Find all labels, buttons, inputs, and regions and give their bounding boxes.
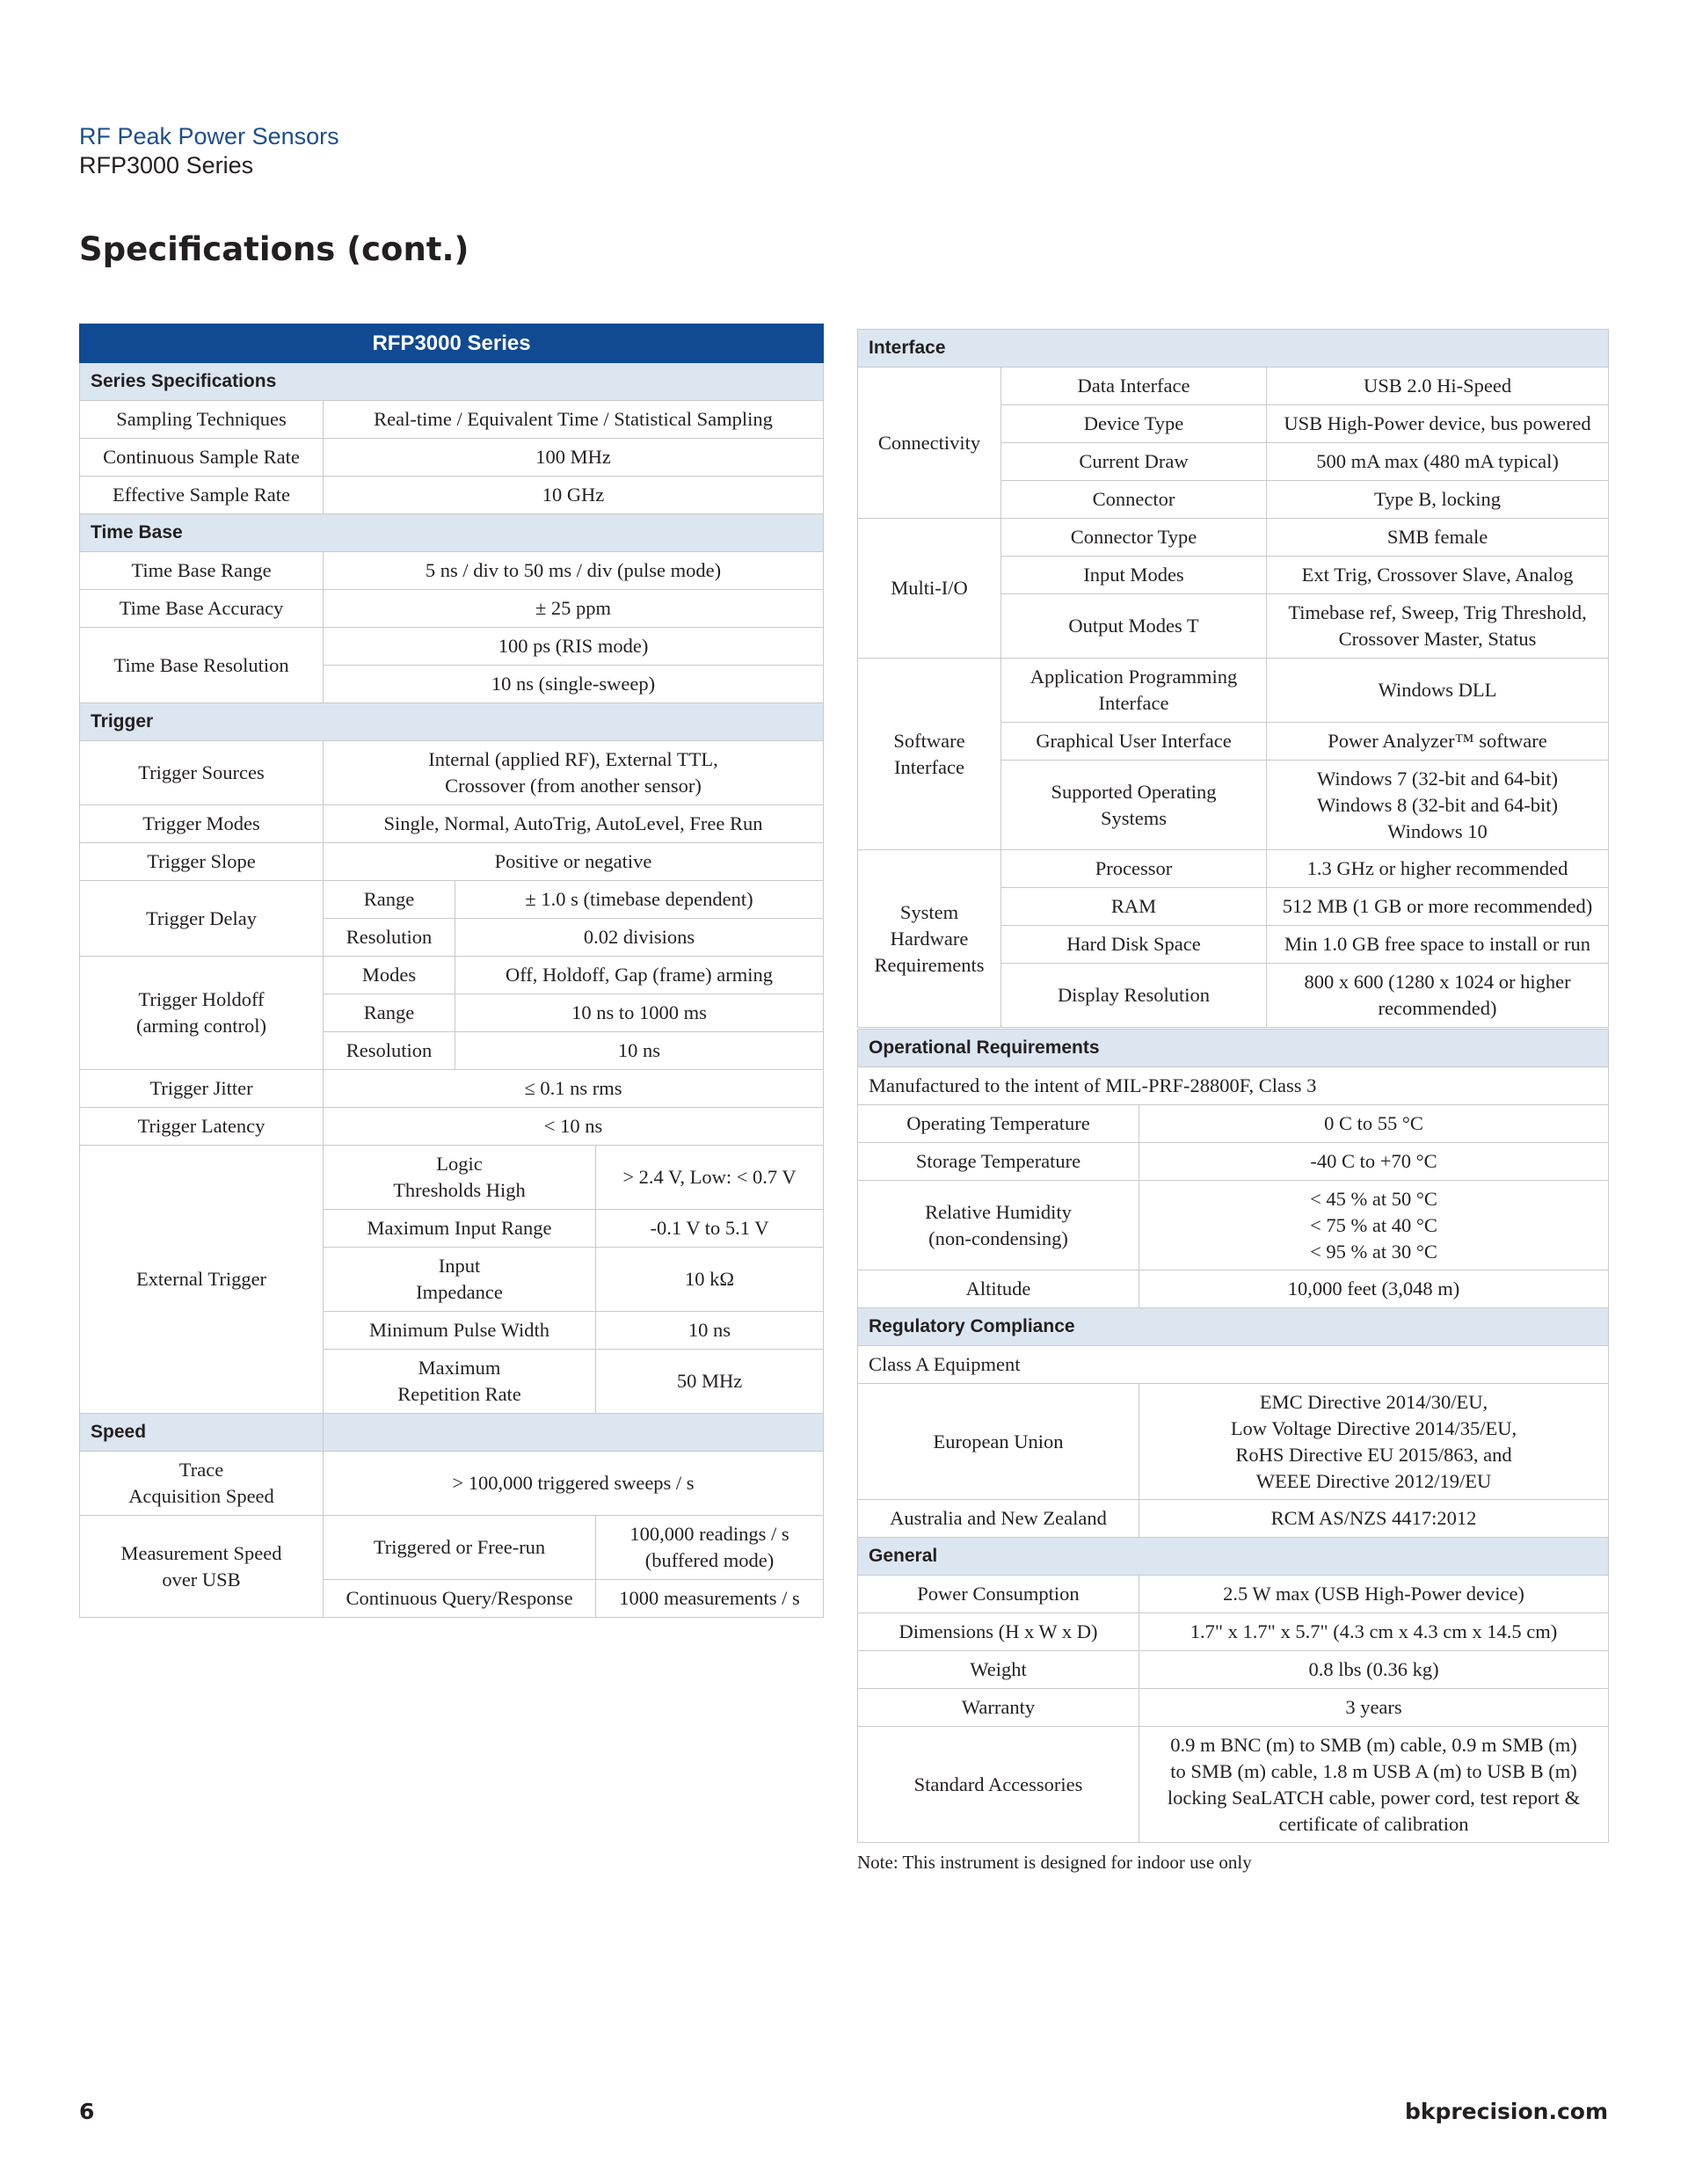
value-line: Crossover (from another sensor) xyxy=(445,775,702,797)
value-line: Internal (applied RF), External TTL, xyxy=(428,748,718,770)
table-row xyxy=(858,1727,1609,1843)
sub-label xyxy=(324,1248,596,1312)
table-row xyxy=(80,439,824,477)
sub-label: Modes xyxy=(324,957,455,994)
spec-value: > 2.4 V, Low: < 0.7 V xyxy=(596,1146,824,1210)
spec-value: Power Analyzer™ software xyxy=(1267,723,1609,761)
section-heading: Speed xyxy=(80,1414,324,1452)
value-line: Windows 10 xyxy=(1387,819,1488,842)
label-line: Supported Operating xyxy=(1051,780,1217,803)
spec-label xyxy=(80,957,324,1070)
section-heading: Interface xyxy=(858,330,1609,368)
spec-label: Australia and New Zealand xyxy=(858,1500,1139,1538)
table-banner-row xyxy=(80,324,824,363)
sub-label: Resolution xyxy=(324,919,455,957)
label-line: Acquisition Speed xyxy=(128,1485,274,1507)
table-banner: RFP3000 Series xyxy=(80,324,824,363)
section-general xyxy=(858,1538,1609,1576)
table-row xyxy=(858,1346,1609,1384)
section-regulatory-compliance xyxy=(858,1308,1609,1346)
table-row xyxy=(80,843,824,881)
value-line: < 75 % at 40 °C xyxy=(1310,1213,1437,1236)
spec-value xyxy=(1139,1181,1609,1270)
spec-label: Weight xyxy=(858,1651,1139,1689)
table-row xyxy=(80,552,824,590)
value-line: recommended) xyxy=(1378,997,1497,1019)
spec-value: > 100,000 triggered sweeps / s xyxy=(324,1452,824,1516)
value-line: (buffered mode) xyxy=(644,1549,775,1571)
spec-label: Trigger Sources xyxy=(80,741,324,805)
spec-value: Ext Trig, Crossover Slave, Analog xyxy=(1267,557,1609,594)
spec-value: 1.7" x 1.7" x 5.7" (4.3 cm x 4.3 cm x 14.5 cm) xyxy=(1139,1613,1609,1651)
label-line: Trace xyxy=(178,1459,224,1481)
label-line: over USB xyxy=(162,1568,241,1591)
value-line: WEEE Directive 2012/19/EU xyxy=(1255,1469,1492,1492)
spec-label: Hard Disk Space xyxy=(1001,926,1267,964)
value-line: Windows 7 (32-bit and 64-bit) xyxy=(1316,767,1559,790)
sub-label: Triggered or Free-run xyxy=(324,1516,596,1580)
spec-value: Real-time / Equivalent Time / Statistical Sampling xyxy=(324,401,824,439)
operational-table xyxy=(857,1029,1609,1843)
spec-label xyxy=(80,1516,324,1618)
value-line: 800 x 600 (1280 x 1024 or higher xyxy=(1304,971,1571,993)
spec-label: Graphical User Interface xyxy=(1001,723,1267,761)
spec-label: RAM xyxy=(1001,888,1267,926)
spec-label xyxy=(80,1452,324,1516)
label-line: Requirements xyxy=(874,953,985,976)
spec-label: Time Base Resolution xyxy=(80,628,324,703)
table-row xyxy=(80,477,824,514)
left-spec-table xyxy=(79,324,824,1618)
table-row xyxy=(80,1452,824,1516)
spec-value xyxy=(1267,594,1609,659)
spec-label: Time Base Accuracy xyxy=(80,590,324,628)
table-row xyxy=(80,957,824,994)
spec-label: Input Modes xyxy=(1001,557,1267,594)
group-label: Connectivity xyxy=(858,368,1001,519)
spec-value: ± 1.0 s (timebase dependent) xyxy=(455,881,824,919)
spec-label: Power Consumption xyxy=(858,1576,1139,1613)
spec-note: Manufactured to the intent of MIL-PRF-28800F, Class 3 xyxy=(858,1067,1609,1105)
table-row xyxy=(80,1516,824,1580)
sub-label: Range xyxy=(324,994,455,1032)
spec-label: Standard Accessories xyxy=(858,1727,1139,1843)
spec-label: Dimensions (H x W x D) xyxy=(858,1613,1139,1651)
spec-value: 5 ns / div to 50 ms / div (pulse mode) xyxy=(324,552,824,590)
spec-label: Connector xyxy=(1001,481,1267,519)
section-heading: Series Specifications xyxy=(80,363,824,401)
table-row xyxy=(80,805,824,843)
label-line: Relative Humidity xyxy=(925,1200,1072,1223)
table-row xyxy=(80,1108,824,1146)
spec-value: 0 C to 55 °C xyxy=(1139,1105,1609,1143)
spec-value: USB High-Power device, bus powered xyxy=(1267,405,1609,443)
spec-label: Data Interface xyxy=(1001,368,1267,405)
spec-label xyxy=(1001,659,1267,723)
label-line: Application Programming xyxy=(1030,666,1238,688)
spec-value: 10 kΩ xyxy=(596,1248,824,1312)
table-row xyxy=(858,659,1609,723)
table-row xyxy=(80,1070,824,1108)
spec-value: 500 mA max (480 mA typical) xyxy=(1267,443,1609,481)
table-row xyxy=(858,1500,1609,1538)
sub-label: Minimum Pulse Width xyxy=(324,1312,596,1350)
spec-value: 50 MHz xyxy=(596,1350,824,1414)
spec-label: Display Resolution xyxy=(1001,964,1267,1028)
section-heading: Time Base xyxy=(80,514,824,552)
label-line: Measurement Speed xyxy=(120,1541,282,1564)
spec-label: Trigger Slope xyxy=(80,843,324,881)
table-row xyxy=(80,881,824,919)
spec-value: 1000 measurements / s xyxy=(596,1580,824,1618)
spec-value: < 10 ns xyxy=(324,1108,824,1146)
sub-label: Range xyxy=(324,881,455,919)
table-row xyxy=(858,1067,1609,1105)
spec-value: 10,000 feet (3,048 m) xyxy=(1139,1270,1609,1308)
spec-label: Operating Temperature xyxy=(858,1105,1139,1143)
spec-value: 512 MB (1 GB or more recommended) xyxy=(1267,888,1609,926)
value-line: to SMB (m) cable, 1.8 m USB A (m) to USB B (m) xyxy=(1170,1759,1577,1782)
spec-value: 1.3 GHz or higher recommended xyxy=(1267,850,1609,888)
section-heading: Trigger xyxy=(80,703,824,741)
spec-label: Trigger Jitter xyxy=(80,1070,324,1108)
value-line: Crossover Master, Status xyxy=(1338,628,1537,650)
table-row xyxy=(858,1105,1609,1143)
table-row xyxy=(858,368,1609,405)
label-line: (non-condensing) xyxy=(928,1227,1068,1249)
spec-label: European Union xyxy=(858,1384,1139,1500)
label-line: Input xyxy=(438,1255,481,1277)
sub-label: Maximum Input Range xyxy=(324,1210,596,1248)
spec-value: 10 ns (single-sweep) xyxy=(324,666,824,703)
spec-value: Off, Holdoff, Gap (frame) arming xyxy=(455,957,824,994)
spec-value: 100 MHz xyxy=(324,439,824,477)
spec-value: ≤ 0.1 ns rms xyxy=(324,1070,824,1108)
spec-label: Current Draw xyxy=(1001,443,1267,481)
label-line: (arming control) xyxy=(135,1015,267,1037)
spec-value: Windows DLL xyxy=(1267,659,1609,723)
spec-value: 100 ps (RIS mode) xyxy=(324,628,824,666)
section-series-specifications xyxy=(80,363,824,401)
label-line: Maximum xyxy=(418,1357,501,1379)
label-line: Repetition Rate xyxy=(397,1383,521,1405)
spec-label xyxy=(858,1181,1139,1270)
table-row xyxy=(80,628,824,666)
spec-value xyxy=(596,1516,824,1580)
spec-value: 0.8 lbs (0.36 kg) xyxy=(1139,1651,1609,1689)
spec-label: Continuous Sample Rate xyxy=(80,439,324,477)
value-line: 0.9 m BNC (m) to SMB (m) cable, 0.9 m SMB (m) xyxy=(1170,1733,1577,1756)
spec-value: ± 25 ppm xyxy=(324,590,824,628)
spec-label: Device Type xyxy=(1001,405,1267,443)
spec-value: Positive or negative xyxy=(324,843,824,881)
sub-label xyxy=(324,1146,596,1210)
label-line: Hardware xyxy=(890,927,969,950)
table-row xyxy=(80,741,824,805)
spec-label: Effective Sample Rate xyxy=(80,477,324,514)
section-time-base xyxy=(80,514,824,552)
label-line: Trigger Holdoff xyxy=(138,988,265,1010)
table-row xyxy=(858,1651,1609,1689)
spec-note: Class A Equipment xyxy=(858,1346,1609,1384)
spec-value: RCM AS/NZS 4417:2012 xyxy=(1139,1500,1609,1538)
value-line: EMC Directive 2014/30/EU, xyxy=(1259,1390,1488,1413)
label-line: Systems xyxy=(1100,806,1167,829)
section-interface xyxy=(858,330,1609,368)
spec-label: Processor xyxy=(1001,850,1267,888)
table-row xyxy=(858,1143,1609,1181)
spec-value: -0.1 V to 5.1 V xyxy=(596,1210,824,1248)
spec-value xyxy=(1139,1727,1609,1843)
spec-value: 3 years xyxy=(1139,1689,1609,1727)
spec-label: Trigger Delay xyxy=(80,881,324,957)
sub-label xyxy=(324,1350,596,1414)
label-line: Impedance xyxy=(416,1281,503,1303)
spec-value: Type B, locking xyxy=(1267,481,1609,519)
table-row xyxy=(80,1146,824,1210)
spec-value: Single, Normal, AutoTrig, AutoLevel, Free Run xyxy=(324,805,824,843)
spec-value: USB 2.0 Hi-Speed xyxy=(1267,368,1609,405)
table-row xyxy=(858,1384,1609,1500)
section-operational-requirements xyxy=(858,1030,1609,1067)
section-heading: Regulatory Compliance xyxy=(858,1308,1609,1346)
sub-label: Continuous Query/Response xyxy=(324,1580,596,1618)
spec-label: Output Modes T xyxy=(1001,594,1267,659)
section-trigger xyxy=(80,703,824,741)
page-number: 6 xyxy=(79,2099,95,2124)
label-line: Interface xyxy=(1098,692,1169,714)
spec-label: Trigger Latency xyxy=(80,1108,324,1146)
spec-value: 0.02 divisions xyxy=(455,919,824,957)
spec-value: 10 ns to 1000 ms xyxy=(455,994,824,1032)
table-row xyxy=(858,1689,1609,1727)
spec-label: External Trigger xyxy=(80,1146,324,1414)
label-line: System xyxy=(899,900,959,923)
table-row xyxy=(858,1270,1609,1308)
spec-label: Trigger Modes xyxy=(80,805,324,843)
spec-label xyxy=(1001,761,1267,850)
value-line: locking SeaLATCH cable, power cord, test report & xyxy=(1167,1786,1581,1809)
spec-value xyxy=(1267,964,1609,1028)
value-line: 100,000 readings / s xyxy=(629,1523,789,1545)
label-line: Thresholds High xyxy=(393,1179,526,1201)
section-speed xyxy=(80,1414,824,1452)
header-series: RFP3000 Series xyxy=(79,152,254,178)
label-line: Software xyxy=(893,729,965,752)
label-line: Interface xyxy=(894,755,964,778)
table-row xyxy=(858,1576,1609,1613)
spec-label: Storage Temperature xyxy=(858,1143,1139,1181)
value-line: < 95 % at 30 °C xyxy=(1310,1240,1437,1263)
website-link[interactable]: bkprecision.com xyxy=(1404,2099,1608,2124)
page-title: Specifications (cont.) xyxy=(79,230,469,268)
spec-value: 10 ns xyxy=(455,1032,824,1070)
spec-value xyxy=(324,741,824,805)
spec-value: Min 1.0 GB free space to install or run xyxy=(1267,926,1609,964)
sub-label: Resolution xyxy=(324,1032,455,1070)
header-category: RF Peak Power Sensors xyxy=(79,123,339,149)
spec-label: Warranty xyxy=(858,1689,1139,1727)
spec-value xyxy=(1139,1384,1609,1500)
spec-label: Connector Type xyxy=(1001,519,1267,557)
value-line: certificate of calibration xyxy=(1278,1812,1469,1835)
spec-value: SMB female xyxy=(1267,519,1609,557)
spec-value: -40 C to +70 °C xyxy=(1139,1143,1609,1181)
spec-value: 10 GHz xyxy=(324,477,824,514)
spec-label: Sampling Techniques xyxy=(80,401,324,439)
section-heading: General xyxy=(858,1538,1609,1576)
spec-value xyxy=(1267,761,1609,850)
table-row xyxy=(80,401,824,439)
table-row xyxy=(858,850,1609,888)
interface-table xyxy=(857,329,1609,1028)
table-row xyxy=(80,590,824,628)
value-line: < 45 % at 50 °C xyxy=(1310,1187,1437,1210)
section-heading: Operational Requirements xyxy=(858,1030,1609,1067)
table-row xyxy=(858,519,1609,557)
spec-value: 2.5 W max (USB High-Power device) xyxy=(1139,1576,1609,1613)
group-label xyxy=(858,850,1001,1028)
label-line: Logic xyxy=(436,1153,483,1175)
group-label: Multi-I/O xyxy=(858,519,1001,659)
value-line: RoHS Directive EU 2015/863, and xyxy=(1235,1443,1512,1466)
table-row xyxy=(858,1181,1609,1270)
value-line: Timebase ref, Sweep, Trig Threshold, xyxy=(1288,601,1587,623)
table-row xyxy=(858,1613,1609,1651)
value-line: Low Voltage Directive 2014/35/EU, xyxy=(1230,1416,1517,1439)
indoor-use-note: Note: This instrument is designed for indoor use only xyxy=(857,1852,1252,1873)
group-label xyxy=(858,659,1001,850)
spec-value: 10 ns xyxy=(596,1312,824,1350)
spec-label: Altitude xyxy=(858,1270,1139,1308)
section-filler xyxy=(324,1414,824,1452)
spec-label: Time Base Range xyxy=(80,552,324,590)
value-line: Windows 8 (32-bit and 64-bit) xyxy=(1316,793,1559,816)
